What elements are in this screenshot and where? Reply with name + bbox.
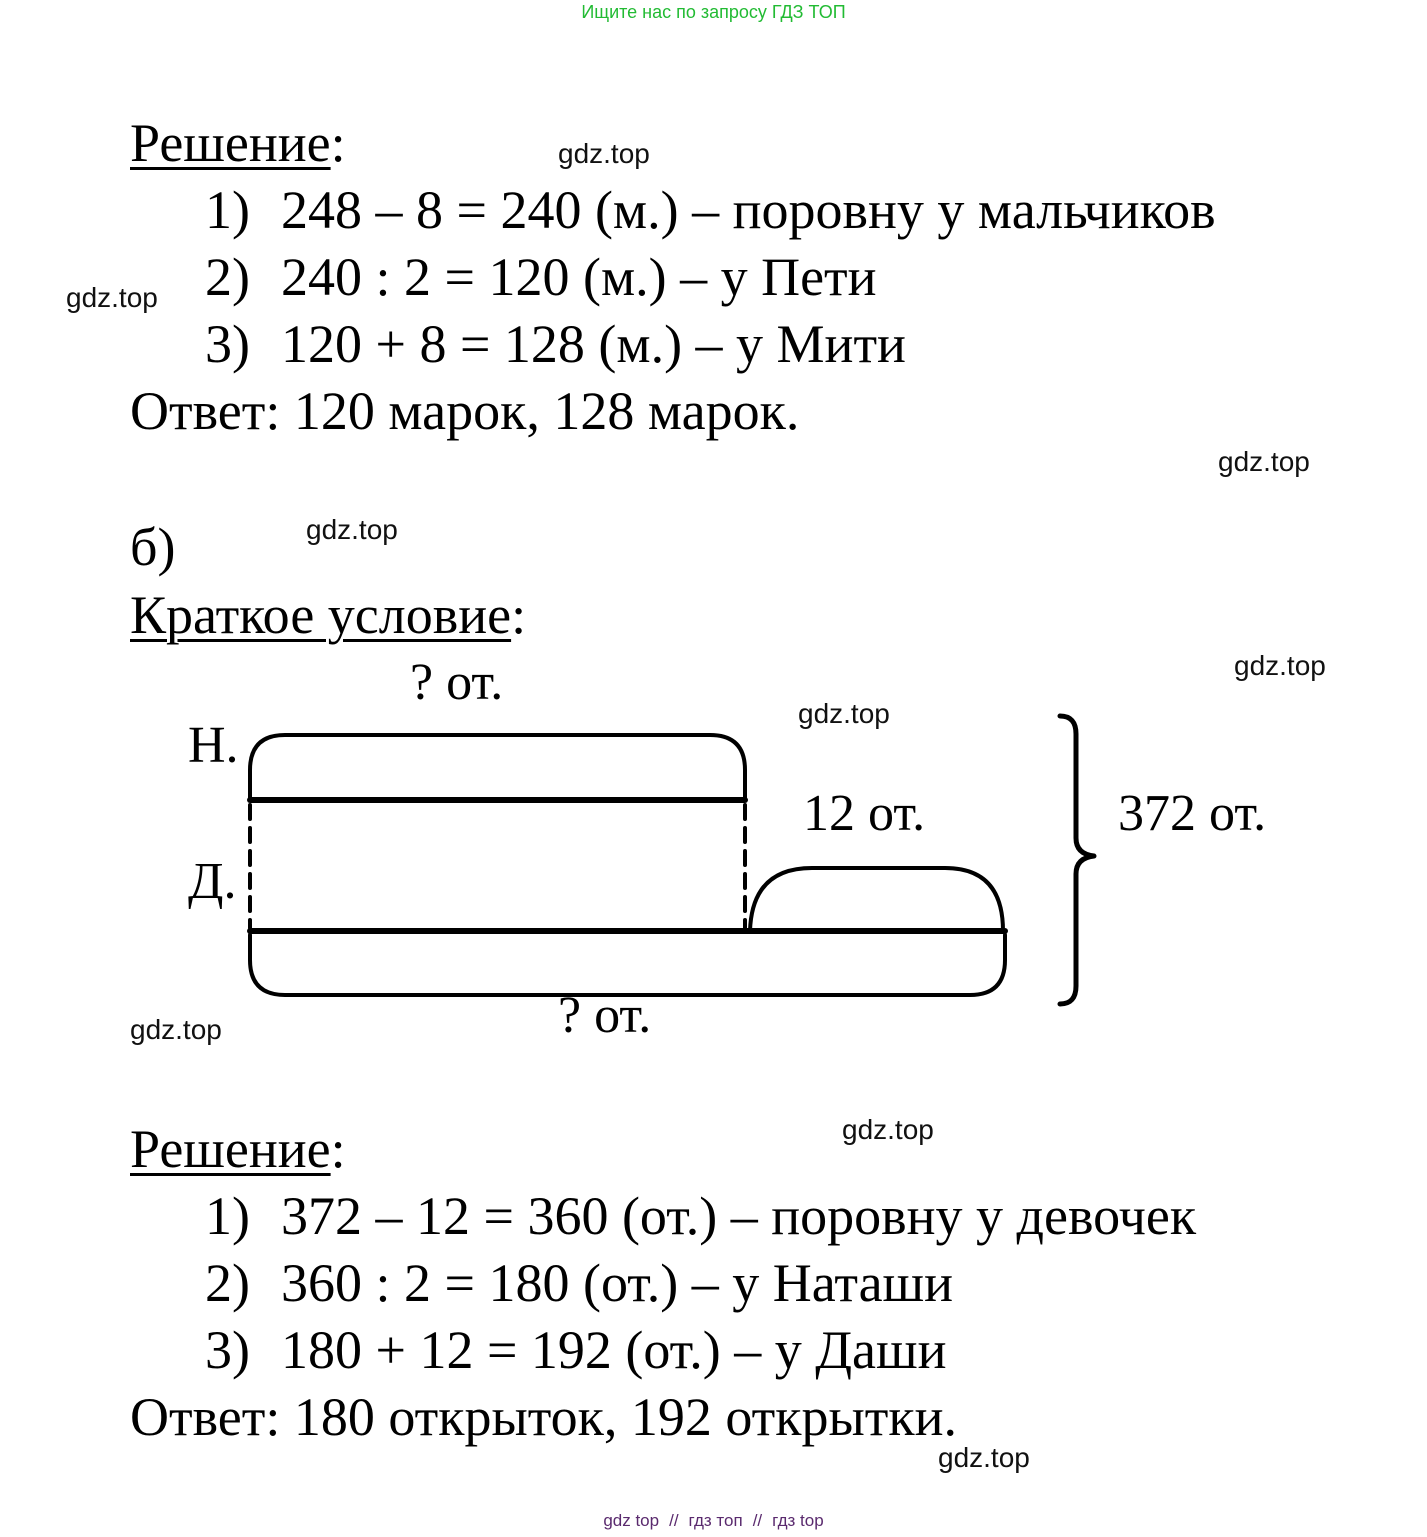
step-text: 240 : 2 = 120 (м.) – у Пети [281,247,877,307]
short-condition-colon: : [511,585,527,645]
watermark: gdz.top [842,1114,934,1145]
top-brace [250,735,745,800]
bottom-question-label: ? от. [558,987,652,1044]
footer-link[interactable]: гдз top [772,1511,824,1530]
step-number: 1) [205,1186,250,1246]
footer-links [0,1511,1427,1531]
step-number: 3) [205,314,250,374]
difference-label: 12 от. [803,785,926,842]
footer-link[interactable]: gdz top [603,1511,660,1530]
solution-step [205,1320,947,1380]
short-condition-label: Краткое условие [130,585,512,645]
watermark: gdz.top [306,514,398,545]
part-b-label: б) [130,517,176,577]
top-banner[interactable]: Ищите нас по запросу ГДЗ ТОП [581,2,846,22]
watermark: gdz.top [798,698,890,729]
solution-heading-b [130,1119,346,1179]
step-text: 248 – 8 = 240 (м.) – поровну у мальчиков [281,180,1216,240]
watermark: gdz.top [66,282,158,313]
step-number: 2) [205,1253,250,1313]
step-text: 360 : 2 = 180 (от.) – у Наташи [281,1253,954,1313]
top-question-label: ? от. [410,654,504,711]
solution-step [205,1186,1197,1246]
solution-label: Решение [130,1119,331,1179]
step-number: 1) [205,180,250,240]
solution-label: Решение [130,113,331,173]
answer-a: Ответ: 120 марок, 128 марок. [130,381,800,441]
step-text: 180 + 12 = 192 (от.) – у Даши [281,1320,947,1380]
step-text: 120 + 8 = 128 (м.) – у Мити [281,314,906,374]
footer-separator: // [752,1511,763,1530]
solution-colon: : [330,113,346,173]
watermark: gdz.top [1234,650,1326,681]
solution-step [205,1253,954,1313]
watermark: gdz.top [938,1442,1030,1473]
row-d-label: Д. [188,853,237,910]
footer-separator: // [669,1511,679,1530]
difference-brace [750,868,1003,931]
watermark: gdz.top [130,1014,222,1045]
step-number: 2) [205,247,250,307]
watermark: gdz.top [1218,446,1310,477]
total-label: 372 от. [1118,785,1267,842]
footer-link[interactable]: гдз топ [688,1511,743,1530]
row-n-label: Н. [188,717,239,774]
watermark: gdz.top [558,138,650,169]
total-curly-brace [1060,716,1094,1004]
answer-b: Ответ: 180 открыток, 192 открытки. [130,1387,958,1447]
step-number: 3) [205,1320,250,1380]
bottom-brace [250,935,1005,995]
solution-colon: : [330,1119,346,1179]
step-text: 372 – 12 = 360 (от.) – поровну у девочек [281,1186,1197,1246]
